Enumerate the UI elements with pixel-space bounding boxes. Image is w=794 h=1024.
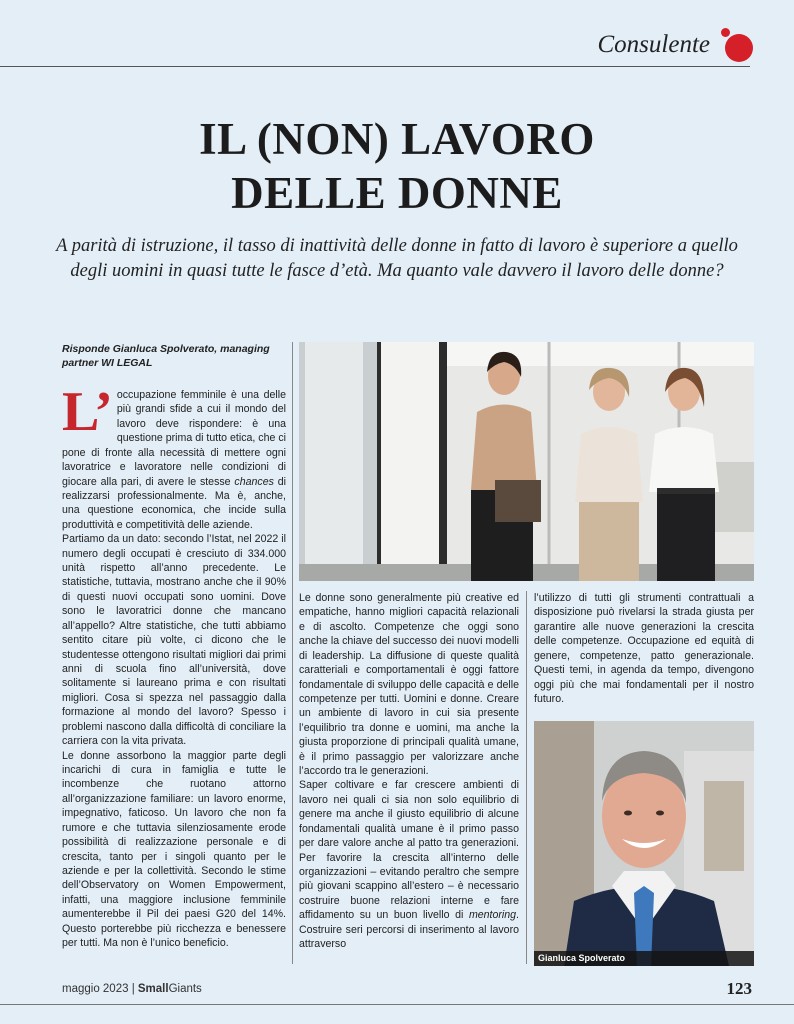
title-line-2: DELLE DONNE: [231, 168, 563, 218]
article-subtitle: A parità di istruzione, il tasso di inattività delle donne in fatto di lavoro è superiore a quello degli uomini in quasi tutte le fasce d’età. Ma quanto vale davvero il lavoro delle donne?: [56, 236, 738, 281]
footer-rule: [0, 1004, 794, 1005]
column-1: [62, 381, 286, 950]
section-dot: [725, 34, 753, 62]
brand-light: Giants: [168, 983, 202, 995]
paragraph: l’utilizzo di tutti gli strumenti contrattuali a disposizione può rivelarsi la strada giusta per garantire alle nuove generazioni la crescita delle competenze. Occupazione ed equità di genere, competenze, patto generazionale. Questi temi, in agenda da tempo, divengono oggi più che mai fondamentali per il nostro futuro.: [534, 592, 754, 705]
column-divider: [526, 591, 527, 964]
brand-bold: Small: [137, 983, 169, 995]
paragraph: Le donne sono generalmente più creative ed empatiche, hanno migliori capacità relazionali e di ascolto. Competenze che oggi sono anche la chiave del successo dei nuovi modelli di leadership. La diffusione di queste qualità caratteriali e comportamentali è oggi fattore fondamentale di sviluppo delle capacità e delle competenze per tutti. Uomini e donne. Creare un ambiente di lavoro in cui sia presente l’equilibrio tra donne e uomini, ma anche la giusta proporzione di principali qualità umane, è il primo passaggio per valorizzare anche l’accordo tra le generazioni.: [299, 592, 519, 778]
column-2: [299, 591, 519, 952]
section-label: Consulente: [597, 31, 710, 58]
dropcap: L’: [62, 381, 113, 443]
issue-date: maggio 2023 |: [62, 983, 138, 995]
header-rule: [0, 66, 750, 67]
article-title: [0, 112, 794, 220]
paragraph: Le donne assorbono la maggior parte degli incarichi di cura in famiglia e tutte le incombenze che ruotano attorno all’organizzazione familiare: un lavoro enorme, impegnativo, faticoso. Un lavoro che non fa rumore e che tuttavia silenziosamente erode possibilità di realizzazione personale e di crescita, tanto per i singoli quanto per le aziende e per la collettività. Secondo le stime dell’Observatory on Women Empowerment, infatti, una maggiore inclusione femminile aumenterebbe il Pil dei paesi G20 del 14%. Questo porterebbe più ricchezza e benessere per tutti. Ma non è l’unico beneficio.: [62, 749, 286, 950]
column-divider: [292, 342, 293, 964]
footer-issue: [62, 983, 202, 995]
section-dot-small: [721, 28, 730, 37]
byline: Risponde Gianluca Spolverato, managing partner WI LEGAL: [62, 343, 270, 369]
portrait-photo: [534, 721, 754, 966]
paragraph: L’ occupazione femminile è una delle più grandi sfide a cui il mondo del lavoro deve rispondere: è una questione prima di tutto etica, che ci pone di fronte alla necessità di mettere ogni lavoratrice e lavoratore nelle condizioni di giocare alla pari, di avere le stesse chances di realizzarsi professionalmente. Ma è, anche, una questione economica, che incide sulla produttività e competitività delle aziende.: [62, 381, 286, 531]
column-3: [534, 591, 754, 706]
team-photo: [299, 342, 754, 581]
title-line-1: IL (NON) LAVORO: [199, 114, 595, 164]
paragraph: Partiamo da un dato: secondo l’Istat, nel 2022 il numero degli occupati è cresciuto di 334.000 unità rispetto all’anno precedente. Le statistiche, tuttavia, mostrano anche che il 90% di questi nuovi occupati sono uomini. Dove sono le lavoratrici donne che mancano all’appello? Altre statistiche, che tutti abbiamo sentito citare più volte, ci dicono che le studentesse ottengono risultati migliori dai primi anni di scuola fino all’università, dove solitamente si laureano prima e con risultati migliori. Cosa si spezza nel passaggio dalla formazione al mondo del lavoro? Spesso i problemi nascono dalla difficoltà di conciliare la carriera con la vita privata.: [62, 533, 286, 748]
page-number: 123: [726, 979, 752, 998]
portrait-caption: Gianluca Spolverato: [534, 951, 754, 966]
paragraph: Saper coltivare e far crescere ambienti di lavoro nei quali ci sia non solo equilibrio di genere ma anche il giusto equilibrio di alcune fondamentali qualità umane è il primo passo per dare valore anche al patto tra generazioni. Per favorire la crescita all’interno delle organizzazioni – evitando peraltro che sempre più giovani scappino all’estero – è necessario costruire buone relazioni interne e fare affidamento su un buon livello di mentoring. Costruire seri percorsi di inserimento al lavoro attraverso: [299, 779, 519, 951]
